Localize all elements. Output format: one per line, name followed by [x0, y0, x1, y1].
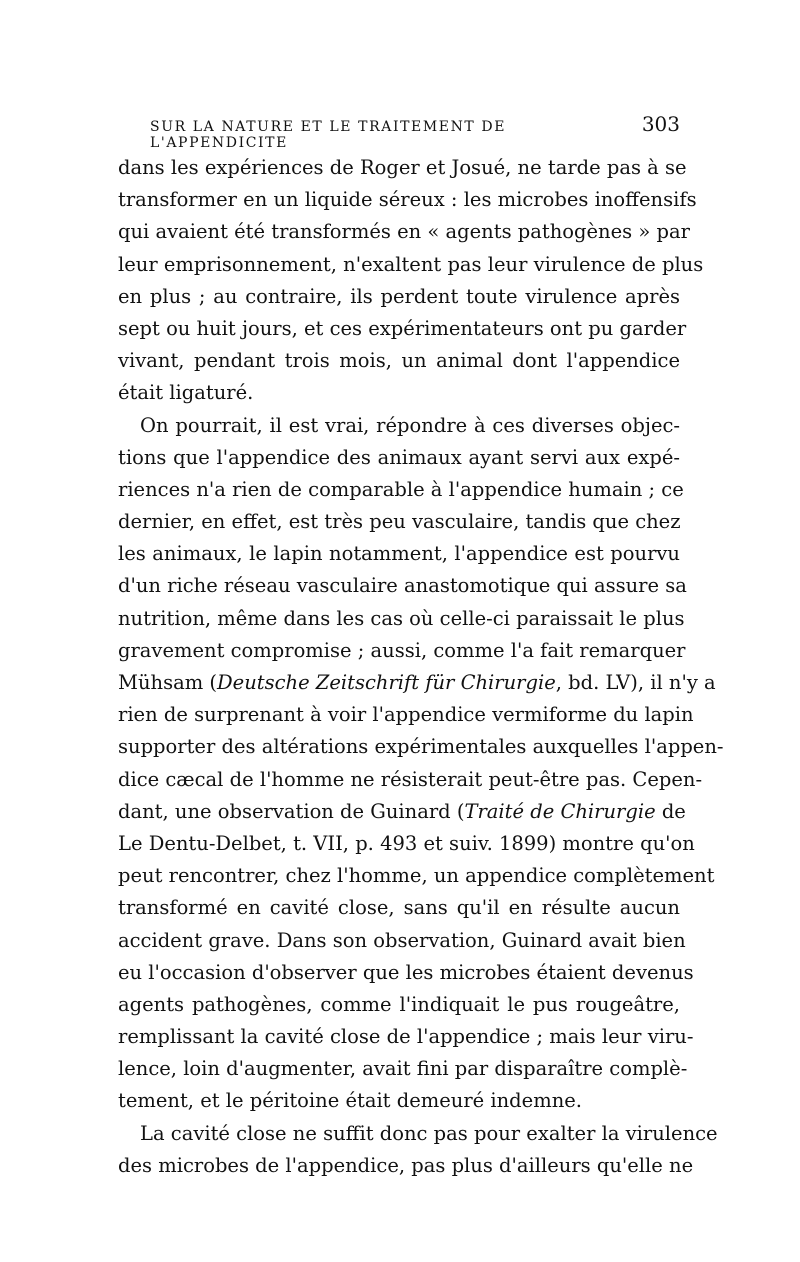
journal-title: Deutsche Zeitschrift für Chirurgie	[217, 671, 556, 694]
book-page	[118, 112, 724, 1182]
text-line: rien de surprenant à voir l'appendice vermiforme du lapin	[118, 703, 694, 727]
running-header	[150, 112, 680, 151]
text-segment: dant, une observation de Guinard (	[118, 799, 465, 823]
text-line: leur emprisonnement, n'exaltent pas leur virulence de plus	[118, 252, 704, 276]
text-line: La cavité close ne suffit donc pas pour exalter la virulence	[140, 1121, 718, 1145]
text-line: dernier, en effet, est très peu vasculaire, tandis que chez	[118, 510, 681, 534]
text-line: gravement compromise ; aussi, comme l'a fait remarquer	[118, 638, 686, 662]
text-line: remplissant la cavité close de l'appendice ; mais leur viru-	[118, 1025, 694, 1049]
text-line: On pourrait, il est vrai, répondre à ces diverses objec-	[140, 413, 680, 437]
text-segment: de	[655, 799, 686, 823]
text-line-with-citation	[118, 796, 686, 828]
text-line: transformé en cavité close, sans qu'il en résulte aucun	[118, 896, 680, 920]
text-line: les animaux, le lapin notamment, l'appendice est pourvu	[118, 542, 680, 566]
text-line: sept ou huit jours, et ces expérimentateurs ont pu garder	[118, 316, 687, 340]
text-line: agents pathogènes, comme l'indiquait le pus rougeâtre,	[118, 992, 680, 1016]
text-line: supporter des altérations expérimentales auxquelles l'appen-	[118, 735, 724, 759]
text-line: lence, loin d'augmenter, avait fini par disparaître complè-	[118, 1057, 688, 1081]
text-line: des microbes de l'appendice, pas plus d'ailleurs qu'elle ne	[118, 1153, 694, 1177]
text-line: d'un riche réseau vasculaire anastomotique qui assure sa	[118, 574, 687, 598]
book-title: Traité de Chirurgie	[464, 799, 656, 823]
text-segment: Mühsam (	[118, 671, 218, 694]
text-line: tement, et le péritoine était demeuré indemne.	[118, 1089, 582, 1113]
text-line: était ligaturé.	[118, 381, 254, 405]
text-line: vivant, pendant trois mois, un animal dont l'appendice	[118, 349, 680, 373]
text-line: eu l'occasion d'observer que les microbes étaient devenus	[118, 960, 694, 984]
text-line: tions que l'appendice des animaux ayant servi aux expé-	[118, 445, 680, 469]
text-line: peut rencontrer, chez l'homme, un appendice complètement	[118, 864, 715, 888]
running-title: SUR LA NATURE ET LE TRAITEMENT DE L'APPENDICITE	[150, 119, 507, 151]
text-line: accident grave. Dans son observation, Guinard avait bien	[118, 928, 686, 952]
text-line-with-citation	[118, 667, 716, 699]
text-segment: , bd. LV), il n'y a	[555, 671, 716, 694]
text-line: dans les expériences de Roger et Josué, ne tarde pas à se	[118, 156, 687, 179]
text-line: nutrition, même dans les cas où celle-ci paraissait le plus	[118, 606, 685, 630]
text-line: Le Dentu-Delbet, t. VII, p. 493 et suiv. 1899) montre qu'on	[118, 831, 695, 855]
text-line: qui avaient été transformés en « agents pathogènes » par	[118, 220, 690, 244]
body-text	[118, 152, 724, 1182]
text-line: dice cæcal de l'homme ne résisterait peut-être pas. Cepen-	[118, 767, 703, 791]
text-line: en plus ; au contraire, ils perdent toute virulence après	[118, 284, 680, 308]
text-line: transformer en un liquide séreux : les microbes inoffensifs	[118, 188, 697, 212]
page-number: 303	[641, 112, 680, 136]
text-line: riences n'a rien de comparable à l'appendice humain ; ce	[118, 477, 684, 501]
